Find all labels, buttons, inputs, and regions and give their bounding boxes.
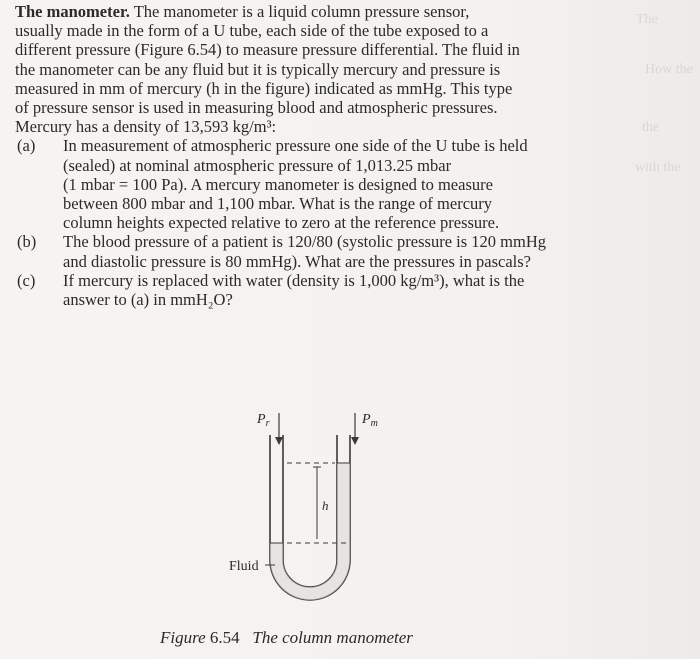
intro-line-5: measured in mm of mercury (h in the figure) indicated as mmHg. This type bbox=[15, 78, 513, 98]
intro-title: The manometer. bbox=[15, 2, 130, 21]
pr-arrow-head bbox=[275, 437, 283, 445]
question-b bbox=[15, 232, 630, 270]
question-label: (a) bbox=[17, 136, 36, 156]
question-c bbox=[15, 271, 630, 309]
bleed-through-text: How the bbox=[645, 62, 693, 77]
pm-arrow-head bbox=[351, 437, 359, 445]
h-label: h bbox=[322, 498, 329, 513]
fluid-label: Fluid bbox=[229, 559, 259, 574]
caption-number: 6.54 bbox=[209, 628, 240, 647]
question-label: (b) bbox=[17, 232, 37, 252]
figure-caption bbox=[160, 628, 413, 648]
caption-text: The column manometer bbox=[252, 628, 413, 647]
question-line: answer to (a) in mmH₂O? bbox=[63, 290, 233, 310]
problem-text bbox=[15, 2, 630, 309]
question-line: between 800 mbar and 1,100 mbar. What is the range of mercury bbox=[63, 194, 493, 214]
caption-prefix: Figure bbox=[160, 628, 206, 647]
u-tube-inner-wall bbox=[283, 435, 337, 587]
question-a bbox=[15, 136, 630, 232]
question-line: (sealed) at nominal atmospheric pressure of 1,013.25 mbar bbox=[63, 155, 452, 175]
pm-label: $P_m$ bbox=[362, 412, 378, 429]
intro-line-1: The manometer. The manometer is a liquid column pressure sensor, bbox=[15, 2, 470, 21]
bleed-through-text: with the bbox=[635, 160, 681, 175]
intro-paragraph bbox=[15, 2, 630, 136]
intro-line-2: usually made in the form of a U tube, each side of the tube exposed to a bbox=[15, 21, 489, 41]
intro-line-7: Mercury has a density of 13,593 kg/m³: bbox=[15, 117, 277, 137]
question-line: In measurement of atmospheric pressure one side of the U tube is held bbox=[63, 136, 528, 156]
question-line: column heights expected relative to zero at the reference pressure. bbox=[63, 213, 500, 233]
question-line: The blood pressure of a patient is 120/80 (systolic pressure is 120 mmHg bbox=[63, 232, 547, 252]
manometer-figure bbox=[225, 405, 395, 610]
intro-line-3: different pressure (Figure 6.54) to measure pressure differential. The fluid in bbox=[15, 40, 520, 60]
intro-line-4: the manometer can be any fluid but it is typically mercury and pressure is bbox=[15, 59, 501, 79]
question-line: and diastolic pressure is 80 mmHg). What are the pressures in pascals? bbox=[63, 251, 531, 271]
bleed-through-text: The bbox=[636, 12, 658, 27]
bleed-through-text: the bbox=[642, 120, 660, 135]
question-label: (c) bbox=[17, 270, 36, 290]
fluid-fill bbox=[270, 463, 350, 600]
question-line: (1 mbar = 100 Pa). A mercury manometer is designed to measure bbox=[63, 174, 493, 194]
pr-label: $P_r$ bbox=[257, 412, 270, 429]
intro-line-6: of pressure sensor is used in measuring blood and atmospheric pressures. bbox=[15, 98, 498, 118]
question-line: If mercury is replaced with water (density is 1,000 kg/m³), what is the bbox=[63, 270, 525, 290]
